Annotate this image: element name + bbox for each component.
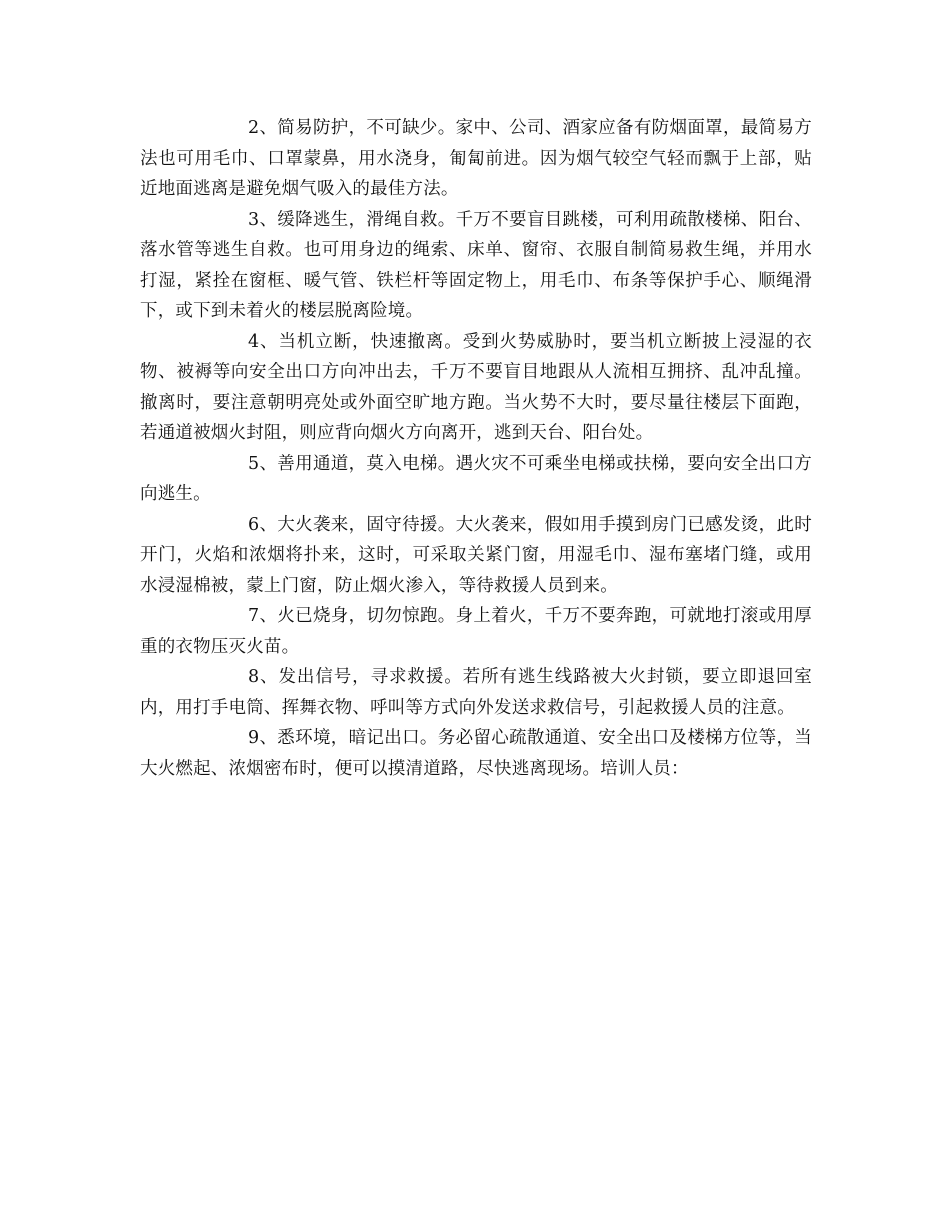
paragraph-4: 4、当机立断，快速撤离。受到火势威胁时，要当机立断披上浸湿的衣物、被褥等向安全出口方向冲出去，千万不要盲目地跟从人流相互拥挤、乱冲乱撞。撤离时，要注意朝明亮处或外面空旷地方跑。当火势不大时，要尽量往楼层下面跑，若通道被烟火封阻，则应背向烟火方向离开，逃到天台、阳台处。 xyxy=(140,331,812,443)
paragraph-2: 2、简易防护，不可缺少。家中、公司、酒家应备有防烟面罩，最简易方法也可用毛巾、口罩蒙鼻，用水浇身，匍匐前进。因为烟气较空气轻而飘于上部，贴近地面逃离是避免烟气吸入的最佳方法。 xyxy=(140,118,812,199)
paragraph-8: 8、发出信号，寻求救援。若所有逃生线路被大火封锁，要立即退回室内，用打手电筒、挥舞衣物、呼叫等方式向外发送求救信号，引起救援人员的注意。 xyxy=(140,667,812,718)
paragraph-9: 9、悉环境，暗记出口。务必留心疏散通道、安全出口及楼梯方位等，当大火燃起、浓烟密布时，便可以摸清道路，尽快逃离现场。培训人员： xyxy=(140,728,812,779)
paragraph-3: 3、缓降逃生，滑绳自救。千万不要盲目跳楼，可利用疏散楼梯、阳台、落水管等逃生自救。也可用身边的绳索、床单、窗帘、衣服自制简易救生绳，并用水打湿，紧拴在窗框、暖气管、铁栏杆等固定物上，用毛巾、布条等保护手心、顺绳滑下，或下到未着火的楼层脱离险境。 xyxy=(140,209,812,321)
document-body xyxy=(140,113,812,784)
paragraph-6: 6、大火袭来，固守待援。大火袭来，假如用手摸到房门已感发烫，此时开门，火焰和浓烟将扑来，这时，可采取关紧门窗，用湿毛巾、湿布塞堵门缝，或用水浸湿棉被，蒙上门窗，防止烟火渗入，等待救援人员到来。 xyxy=(140,514,812,596)
paragraph-5: 5、善用通道，莫入电梯。遇火灾不可乘坐电梯或扶梯，要向安全出口方向逃生。 xyxy=(140,453,812,504)
paragraph-7: 7、火已烧身，切勿惊跑。身上着火，千万不要奔跑，可就地打滚或用厚重的衣物压灭火苗。 xyxy=(140,606,812,657)
